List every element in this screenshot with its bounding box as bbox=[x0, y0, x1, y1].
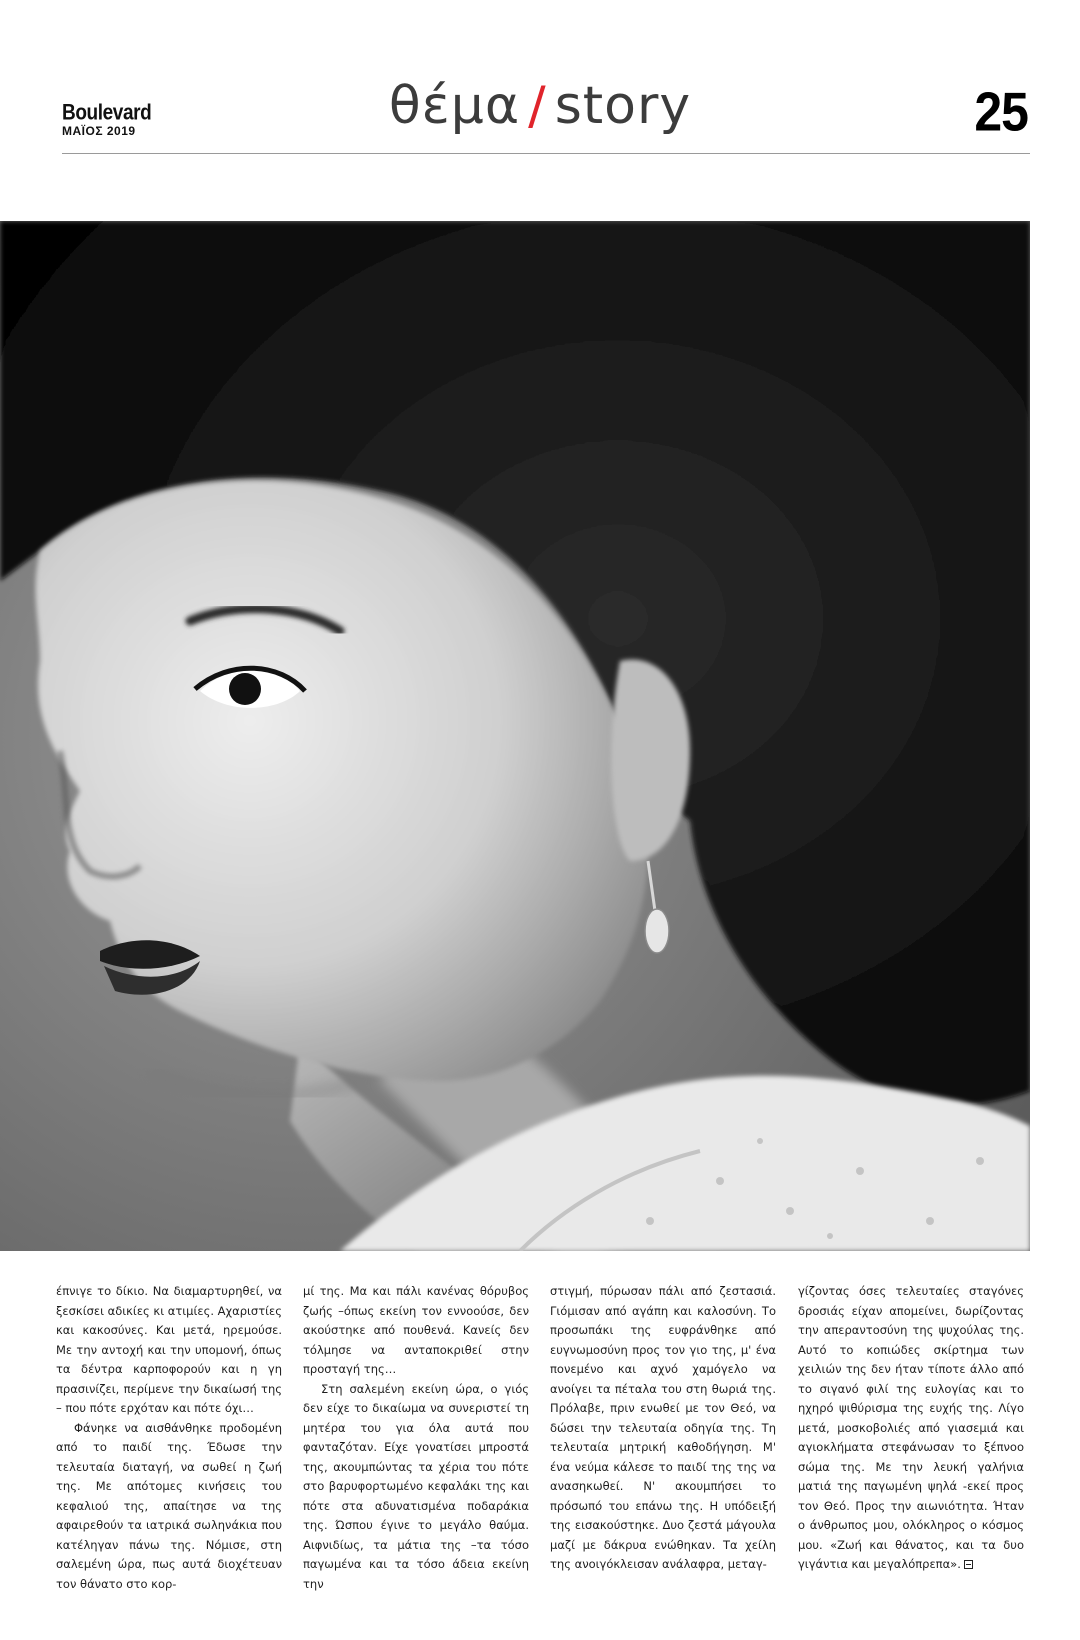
section-title-slash: / bbox=[528, 76, 547, 136]
section-title-english: story bbox=[554, 76, 692, 136]
portrait-photo-icon bbox=[0, 221, 1030, 1251]
article-paragraph: Στη σαλεμένη εκείνη ώρα, ο γιός δεν είχε το δικαίωμα να συνεριστεί τη μητέρα του για όλα αυτά που φανταζόταν. Είχε γονατίσει μπροστά της, ακουμπώντας τα χέρια του πότε στο βαρυφορτωμένο κεφαλάκι της και πότε στα αδυνατισμένα ποδαράκια της. Ώσπου έγινε το μεγάλο θαύμα. Αιφνιδίως, τα μάτια της –τα τόσο παγωμένα και τα τόσο άδεια εκείνη την bbox=[303, 1381, 529, 1591]
issue-date: ΜΑΪΟΣ 2019 bbox=[62, 124, 136, 138]
article-paragraph-last bbox=[798, 1282, 1024, 1575]
article-body bbox=[56, 1282, 1024, 1591]
header-divider bbox=[62, 153, 1030, 154]
article-column-3 bbox=[550, 1282, 776, 1575]
masthead bbox=[0, 0, 1080, 160]
article-paragraph: γίζοντας όσες τελευταίες σταγόνες δροσιάς είχαν απομείνει, δωρίζοντας την απεραντοσύνη της ψυχούλας της. Αυτό το κοπιώδες σκίρτημα των χειλιών της δεν ήταν τίποτε άλλο από το σιγανό φιλί της ευλογίας και το ηχηρό ψιθύρισμα της ευχής της. Λίγο μετά, μοσκοβολιές από γιασεμιά και αγιοκλήματα στεφάνωσαν το ξέπνοο σώμα της. Με την λευκή γαλήνια ματιά της παγωμένη ψηλά -εκεί προς τον Θεό. Προς την αιωνιότητα. Ήταν ο άνθρωπος μου, ολόκληρος ο κόσμος μου. «Ζωή και θάνατος, και τα δυο γιγάντια και μεγαλόπρεπα». bbox=[798, 1284, 1024, 1571]
article-column-1 bbox=[56, 1282, 282, 1594]
article-paragraph: Φάνηκε να αισθάνθηκε προδομένη από το παιδί της. Έδωσε την τελευταία διαταγή, να σωθεί η ζωή της. Με απότομες κινήσεις του κεφαλιού της, απαίτησε να της αφαιρεθούν τα ιατρικά σωληνάκια που κατέληγαν πάνω της. Νόμισε, στη σαλεμένη ώρα, πως αυτά διοχέτευαν τον θάνατο στο κορ- bbox=[56, 1420, 282, 1591]
end-of-article-icon bbox=[964, 1560, 973, 1569]
section-title bbox=[0, 76, 1080, 136]
portrait-photo bbox=[0, 221, 1030, 1251]
article-column-2 bbox=[303, 1282, 529, 1594]
article-column-4 bbox=[798, 1282, 1024, 1575]
magazine-brand: Boulevard bbox=[62, 101, 152, 126]
page-number: 25 bbox=[974, 81, 1028, 143]
article-paragraph: μί της. Μα και πάλι κανένας θόρυβος ζωής –όπως εκείνη τον εννοούσε, δεν ακούστηκε από πουθενά. Κανείς δεν τόλμησε να ανταποκριθεί στην προσταγή της… bbox=[303, 1284, 529, 1376]
article-paragraph: έπνιγε το δίκιο. Να διαμαρτυρηθεί, να ξεσκίσει αδικίες κι ατιμίες. Αχαριστίες και κακοσύνες. Και μετά, ηρεμούσε. Με την αντοχή και την υπομονή, όπως τα δέντρα καρποφορούν και η γη πρασινίζει, περίμενε την δικαίωσή της – που πότε ερχόταν και πότε όχι… bbox=[56, 1284, 282, 1415]
article-paragraph: στιγμή, πύρωσαν πάλι από ζεστασιά. Γιόμισαν από αγάπη και καλοσύνη. Το προσωπάκι της ευφράνθηκε από ευγνωμοσύνη προς τον γιο της, μ' ένα πονεμένο και αχνό χαμόγελο να ανοίγει τα πέταλα του στη θωριά της. Πρόλαβε, πριν ενωθεί με τον Θεό, να δώσει την τελευταία οδηγία της. Τη τελευταία μητρική καθοδήγηση. Μ' ένα νεύμα κάλεσε το παιδί της της να ανασηκωθεί. Ν' ακουμπήσει το πρόσωπό του επάνω της. Η υπόδειξή της εισακούστηκε. Δυο ζεστά μάγουλα μαζί με δάκρυα ενώθηκαν. Τα χείλη της ανοιγόκλεισαν ανάλαφρα, μεταγ- bbox=[550, 1284, 776, 1571]
section-title-greek: θέμα bbox=[388, 76, 521, 136]
